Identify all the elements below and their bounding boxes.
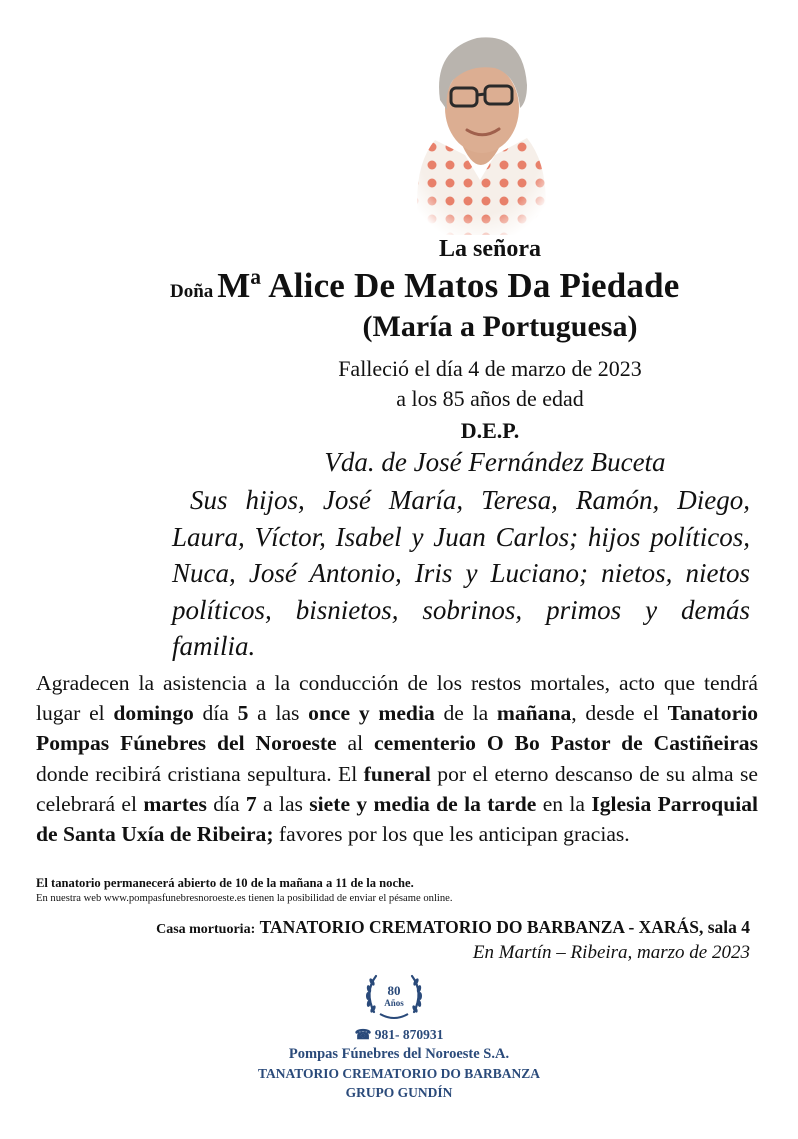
- announcement-text: día: [193, 701, 238, 726]
- deceased-nickname: (María a Portuguesa): [362, 310, 638, 343]
- announcement-cemetery: cementerio O Bo Pastor de Castiñeiras: [374, 731, 758, 756]
- family-relatives: Sus hijos, José María, Teresa, Ramón, Diego, Laura, Víctor, Isabel y Juan Carlos; hijos políticos, Nuca, José Antonio, Iris y Luciano; nietos, nietos políticos, bisnietos, sobrinos, primos y demás familia.: [172, 485, 750, 661]
- funeral-home-line: [36, 917, 750, 938]
- company-name: Pompas Fúnebres del Noroeste S.A.: [288, 1046, 510, 1062]
- website-link[interactable]: www.pompasfunebresnoroeste.es: [103, 893, 246, 904]
- place-and-date: En Martín – Ribeira, marzo de 2023: [472, 942, 750, 963]
- age: a los 85 años de edad: [396, 386, 584, 411]
- announcement-funeral-day: martes: [143, 791, 207, 816]
- announcement-funeral: funeral: [363, 761, 431, 786]
- deceased-name-line: [170, 266, 770, 306]
- announcement-text: día: [206, 791, 246, 816]
- logo-word: Años: [384, 998, 404, 1008]
- announcement-origin: Tanatorio Pompas Fúnebres del Noroeste: [36, 701, 758, 756]
- funeral-home-label: Casa mortuoria:: [156, 922, 256, 937]
- announcement-text: Agradecen la asistencia a la conducción de los restos mortales, acto que tendrá lugar el: [36, 671, 758, 726]
- honorific: Doña: [170, 281, 214, 302]
- web-note-suffix: tienen la posibilidad de enviar el pésame online.: [245, 893, 453, 904]
- title-prefix: La señora: [439, 236, 541, 262]
- announcement-text: a las: [248, 701, 309, 726]
- phone-number[interactable]: 981- 870931: [374, 1027, 444, 1042]
- announcement-text: , desde el: [571, 701, 668, 726]
- announcement-text: de la: [434, 701, 497, 726]
- group-name: GRUPO GUNDÍN: [345, 1085, 453, 1100]
- rip-abbreviation: D.E.P.: [460, 418, 520, 443]
- announcement-day: domingo: [113, 701, 194, 726]
- announcement-text: por el eterno descanso de su alma se celebrará el: [36, 761, 758, 816]
- announcement-period: mañana: [496, 701, 572, 726]
- announcement-text: donde recibirá cristiana sepultura. El: [36, 761, 364, 786]
- deceased-photo: [405, 30, 555, 235]
- death-date: Falleció el día 4 de marzo de 2023: [338, 356, 642, 381]
- web-condolence-note: [36, 893, 452, 904]
- announcement-text: en la: [536, 791, 592, 816]
- funeral-home-value: TANATORIO CREMATORIO DO BARBANZA - XARÁS, sala 4: [259, 917, 750, 937]
- announcement-time: once y media: [308, 701, 435, 726]
- crematorio-name: TANATORIO CREMATORIO DO BARBANZA: [258, 1066, 540, 1081]
- phone-icon: ☎: [354, 1027, 372, 1042]
- 80-years-laurel-logo: [358, 968, 430, 1024]
- widow-line: Vda. de José Fernández Buceta: [324, 447, 666, 477]
- announcement-text: favores por los que les anticipan gracias.: [273, 822, 630, 847]
- announcement-funeral-date: 7: [245, 791, 257, 816]
- announcement-funeral-time: siete y media de la tarde: [309, 791, 537, 816]
- announcement-church: Iglesia Parroquial de Santa Uxía de Ribeira;: [36, 791, 758, 847]
- web-note-prefix: En nuestra web: [36, 893, 104, 904]
- phone-line: [0, 1027, 798, 1043]
- ceremony-announcement: [36, 668, 758, 849]
- announcement-text: al: [336, 731, 375, 756]
- announcement-date: 5: [237, 701, 249, 726]
- logo-number: 80: [387, 983, 401, 998]
- deceased-name: Mª Alice De Matos Da Piedade: [217, 266, 680, 305]
- family-list: [172, 482, 750, 665]
- tanatorio-hours-note: El tanatorio permanecerá abierto de 10 de la mañana a 11 de la noche.: [36, 876, 414, 890]
- announcement-text: a las: [256, 791, 310, 816]
